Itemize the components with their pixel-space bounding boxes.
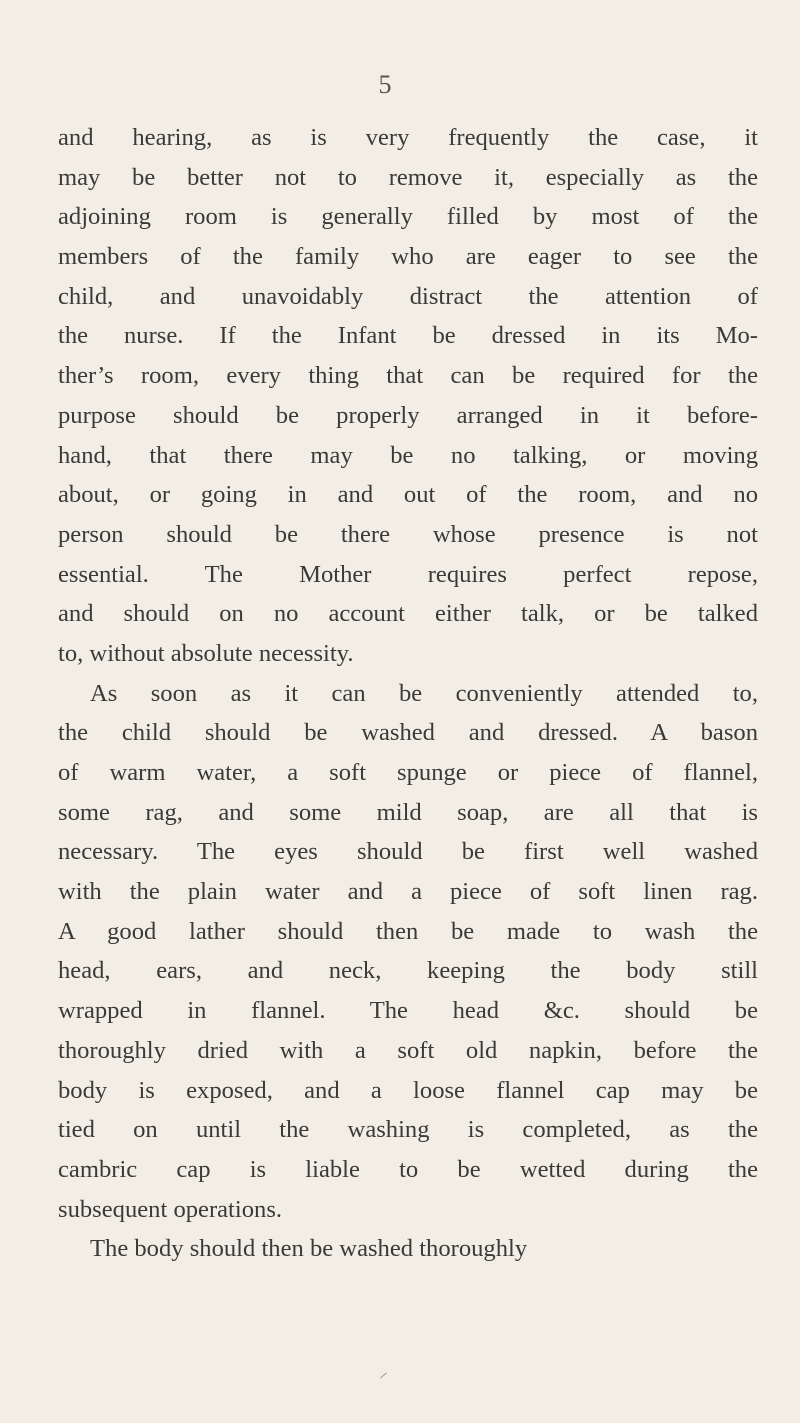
text-line: As soon as it can be conveniently attended to, [90,679,758,707]
text-line: with the plain water and a piece of soft linen rag. [58,878,758,906]
text-line: tied on until the washing is completed, as the [58,1116,758,1144]
text-line: and hearing, as is very frequently the case, it [58,124,758,151]
text-line: body is exposed, and a loose flannel cap may be [58,1076,758,1104]
text-line: The body should then be washed thoroughly [90,1235,528,1263]
text-line: subsequent operations. [58,1195,283,1223]
text-line: may be better not to remove it, especially as the [58,163,758,191]
text-line: about, or going in and out of the room, and no [58,481,758,509]
text-line: to, without absolute necessity. [58,639,354,667]
text-line: wrapped in flannel. The head &c. should be [58,997,758,1025]
text-line: A good lather should then be made to wash the [58,917,758,945]
stray-mark [380,1372,392,1384]
text-line: person should be there whose presence is not [58,520,758,548]
text-line: thoroughly dried with a soft old napkin, before the [58,1036,758,1064]
text-line: members of the family who are eager to see the [58,243,758,271]
text-line: ther’s room, every thing that can be required for the [58,362,758,390]
text-line: of warm water, a soft spunge or piece of flannel, [58,759,758,786]
text-line: some rag, and some mild soap, are all that is [58,798,758,826]
body-text [58,118,758,1269]
text-line: and should on no account either talk, or be talked [58,600,758,628]
text-line: purpose should be properly arranged in it before- [58,401,758,429]
text-line: hand, that there may be no talking, or moving [58,441,758,469]
text-line: essential. The Mother requires perfect repose, [58,560,758,588]
text-line: adjoining room is generally filled by most of the [58,203,758,231]
text-line: child, and unavoidably distract the attention of [58,282,758,310]
text-line: cambric cap is liable to be wetted during the [58,1155,758,1183]
text-line: the child should be washed and dressed. A bason [58,719,758,747]
text-line: head, ears, and neck, keeping the body still [58,957,758,985]
page-number: 5 [378,70,392,99]
text-line: the nurse. If the Infant be dressed in its Mo- [58,322,758,350]
text-line: necessary. The eyes should be first well washed [58,838,758,866]
